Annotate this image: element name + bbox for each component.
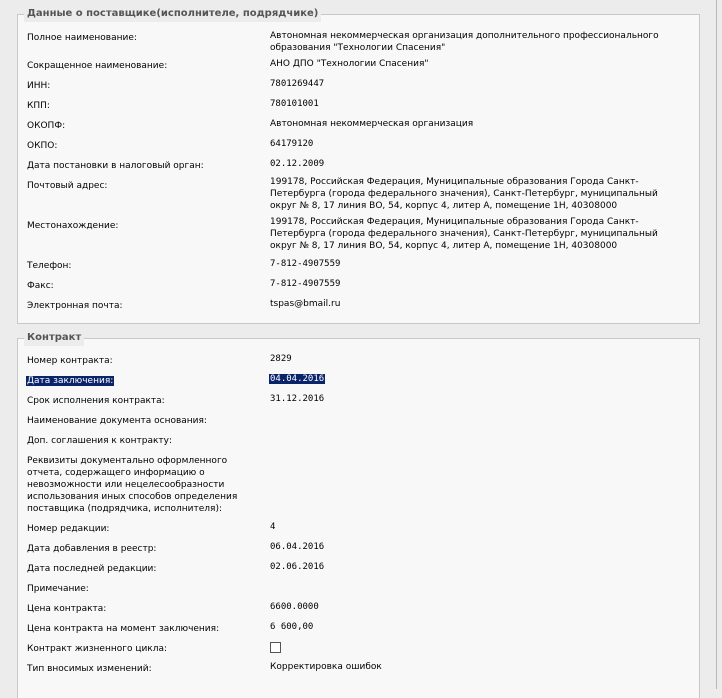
note-label: Примечание: — [27, 584, 89, 594]
addendum-label: Доп. соглашения к контракту: — [27, 436, 173, 446]
revision-number-value: 4 — [270, 522, 276, 532]
location-value: 199178, Российская Федерация, Муниципальные образования Города Санкт-Петербурга (города федерального значения), Санкт-Петербург, муниципальный округ № 8, 17 линия ВО, 54, корпус 4, литер А, помещение 1Н, 40308000 — [270, 217, 658, 251]
added-date-label: Дата добавления в реестр: — [27, 544, 157, 554]
fax-value: 7-812-4907559 — [270, 279, 341, 289]
page-border — [716, 0, 717, 689]
term-label: Срок исполнения контракта: — [27, 396, 165, 406]
location-label: Местонахождение: — [27, 221, 119, 231]
okpo-value: 64179120 — [270, 139, 314, 149]
price-at-conclusion-value: 6 600,00 — [270, 622, 314, 632]
full-name-label: Полное наименование: — [27, 33, 137, 43]
short-name-label: Сокращенное наименование: — [27, 61, 168, 71]
supplier-legend: Данные о поставщике(исполнителе, подрядчике) — [24, 6, 321, 22]
change-type-value: Корректировка ошибок — [270, 662, 382, 672]
kpp-value: 780101001 — [270, 99, 319, 109]
postal-address-value: 199178, Российская Федерация, Муниципальные образования Города Санкт-Петербурга (города федерального значения), Санкт-Петербург, муниципальный округ № 8, 17 линия ВО, 54, корпус 4, литер А, помещение 1Н, 40308000 — [270, 177, 658, 211]
kpp-label: КПП: — [27, 101, 50, 111]
short-name-value: АНО ДПО "Технологии Спасения" — [270, 59, 429, 69]
basis-document-label: Наименование документа основания: — [27, 416, 207, 426]
contract-legend: Контракт — [24, 330, 84, 346]
tax-date-value: 02.12.2009 — [270, 159, 325, 169]
last-revision-date-label: Дата последней редакции: — [27, 564, 157, 574]
selected-text: Дата заключения: — [27, 376, 114, 386]
last-revision-date-value: 02.06.2016 — [270, 562, 325, 572]
added-date-value: 06.04.2016 — [270, 542, 325, 552]
term-value: 31.12.2016 — [270, 394, 325, 404]
change-type-label: Тип вносимых изменений: — [27, 664, 152, 674]
okopf-value: Автономная некоммерческая организация — [270, 119, 474, 129]
price-at-conclusion-label: Цена контракта на момент заключения: — [27, 624, 220, 634]
report-details-label: Реквизиты документально оформленного отчета, содержащего информацию о невозможности или нецелесообразности использования иных способов определения поставщика (подрядчика, исполнителя): — [27, 456, 238, 514]
email-value[interactable]: tspas@bmail.ru — [270, 299, 341, 309]
full-name-value: Автономная некоммерческая организация дополнительного профессионального образования "Технологии Спасения" — [270, 31, 659, 53]
price-label: Цена контракта: — [27, 604, 107, 614]
okopf-label: ОКОПФ: — [27, 121, 66, 131]
postal-address-label: Почтовый адрес: — [27, 181, 108, 191]
phone-value: 7-812-4907559 — [270, 259, 341, 269]
phone-label: Телефон: — [27, 261, 72, 271]
lifecycle-contract-checkbox[interactable] — [270, 642, 281, 653]
fax-label: Факс: — [27, 281, 54, 291]
inn-label: ИНН: — [27, 81, 51, 91]
contract-number-value: 2829 — [270, 354, 292, 364]
tax-date-label: Дата постановки в налоговый орган: — [27, 161, 204, 171]
okpo-label: ОКПО: — [27, 141, 58, 151]
conclusion-date-label — [27, 375, 114, 387]
email-label: Электронная почта: — [27, 301, 123, 311]
conclusion-date-value — [270, 373, 325, 385]
contract-number-label: Номер контракта: — [27, 356, 113, 366]
lifecycle-contract-label: Контракт жизненного цикла: — [27, 644, 168, 654]
inn-value: 7801269447 — [270, 79, 325, 89]
selected-text: 04.04.2016 — [270, 374, 325, 384]
revision-number-label: Номер редакции: — [27, 524, 110, 534]
price-value: 6600.0000 — [270, 602, 319, 612]
